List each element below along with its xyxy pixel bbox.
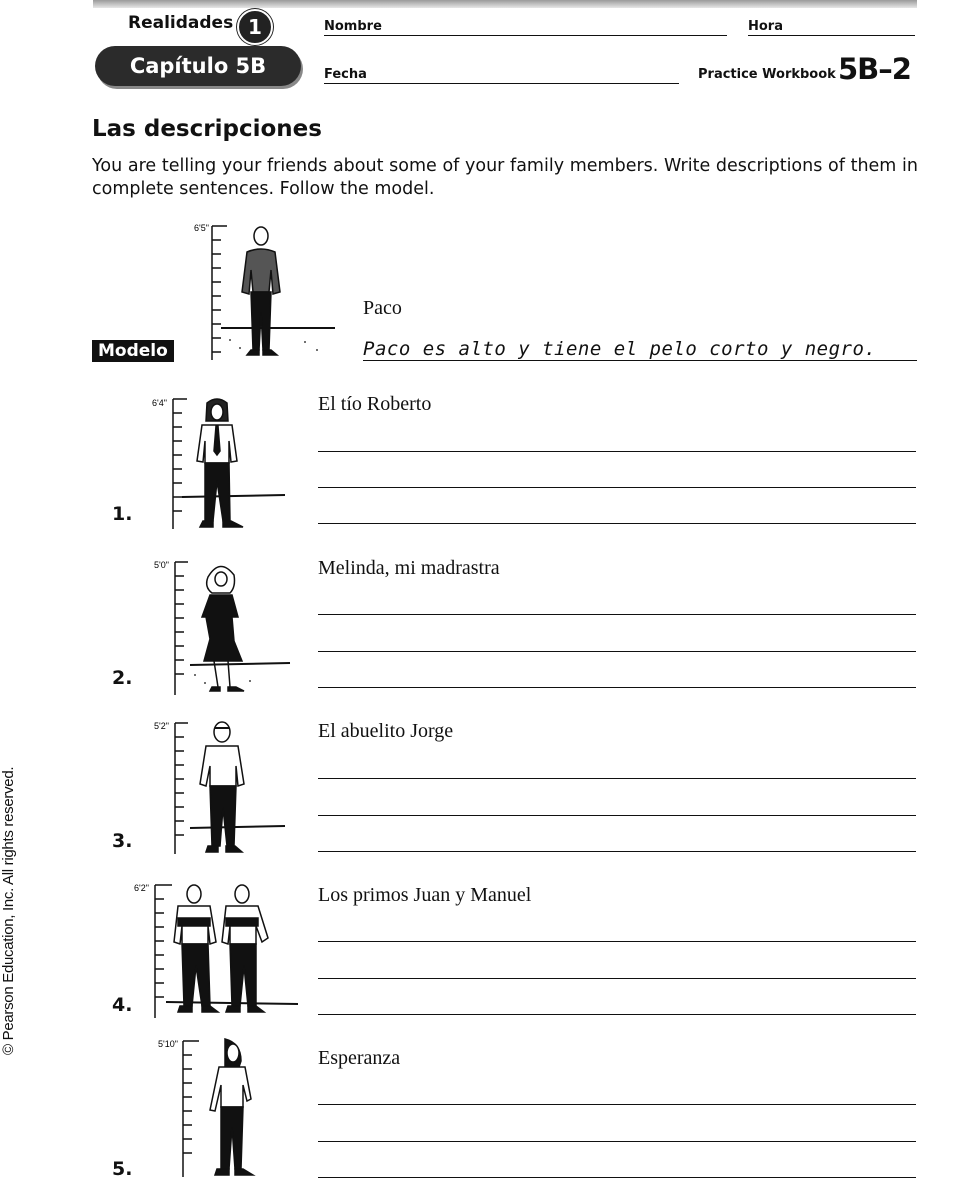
- level-badge: 1: [237, 9, 273, 45]
- model-figure: [185, 220, 345, 365]
- item-1-person: El tío Roberto: [318, 393, 432, 415]
- item-2-answer-line-2[interactable]: [318, 651, 916, 652]
- item-2-person: Melinda, mi madrastra: [318, 557, 500, 579]
- workbook-code: 5B–2: [838, 52, 911, 86]
- date-field[interactable]: [324, 83, 679, 84]
- copyright-notice: © Pearson Education, Inc. All rights reserved.: [0, 766, 17, 1055]
- date-label: Fecha: [324, 67, 367, 82]
- hour-field[interactable]: [748, 35, 915, 36]
- item-5-answer-line-1[interactable]: [318, 1104, 916, 1105]
- item-5-number: 5.: [112, 1158, 133, 1180]
- item-3-answer-line-1[interactable]: [318, 778, 916, 779]
- item-5-answer-line-3[interactable]: [318, 1177, 916, 1178]
- svg-text:5'2": 5'2": [154, 721, 169, 731]
- chapter-badge: Capítulo 5B: [95, 46, 301, 86]
- item-1-number: 1.: [112, 503, 133, 525]
- svg-text:6'2": 6'2": [134, 883, 149, 893]
- workbook-label: Practice Workbook: [698, 67, 836, 82]
- item-2-answer-line-1[interactable]: [318, 614, 916, 615]
- activity-title: Las descripciones: [92, 116, 322, 142]
- item-4-answer-line-1[interactable]: [318, 941, 916, 942]
- item-2-number: 2.: [112, 667, 133, 689]
- instructions: You are telling your friends about some of your family members. Write descriptions of them in complete sentences. Follow the model.: [92, 156, 918, 199]
- item-3-answer-line-3[interactable]: [318, 851, 916, 852]
- name-field[interactable]: [324, 35, 727, 36]
- item-3-number: 3.: [112, 830, 133, 852]
- model-answer: Paco es alto y tiene el pelo corto y negro.: [363, 338, 877, 360]
- item-1-answer-line-3[interactable]: [318, 523, 916, 524]
- item-3-answer-line-2[interactable]: [318, 815, 916, 816]
- item-4-answer-line-2[interactable]: [318, 978, 916, 979]
- svg-text:6'4": 6'4": [152, 398, 167, 408]
- top-border: [93, 0, 917, 8]
- hour-label: Hora: [748, 19, 783, 34]
- item-1-answer-line-2[interactable]: [318, 487, 916, 488]
- item-3-person: El abuelito Jorge: [318, 720, 454, 742]
- item-4-person: Los primos Juan y Manuel: [318, 884, 532, 906]
- item-5-answer-line-2[interactable]: [318, 1141, 916, 1142]
- item-2-figure: [150, 557, 300, 697]
- item-2-answer-line-3[interactable]: [318, 687, 916, 688]
- item-4-answer-line-3[interactable]: [318, 1014, 916, 1015]
- svg-text:5'0": 5'0": [154, 560, 169, 570]
- series-title: Realidades: [128, 13, 234, 33]
- name-label: Nombre: [324, 19, 382, 34]
- item-1-answer-line-1[interactable]: [318, 451, 916, 452]
- model-tag: Modelo: [92, 340, 174, 362]
- item-5-person: Esperanza: [318, 1047, 401, 1069]
- item-5-figure: [155, 1035, 285, 1180]
- item-4-figure: [130, 878, 305, 1023]
- model-height-label: 6'5": [194, 223, 209, 233]
- item-3-figure: [150, 718, 300, 858]
- model-answer-line: [363, 360, 917, 361]
- model-person: Paco: [363, 297, 402, 319]
- item-1-figure: [145, 393, 295, 533]
- svg-text:5'10": 5'10": [158, 1039, 178, 1049]
- item-4-number: 4.: [112, 994, 133, 1016]
